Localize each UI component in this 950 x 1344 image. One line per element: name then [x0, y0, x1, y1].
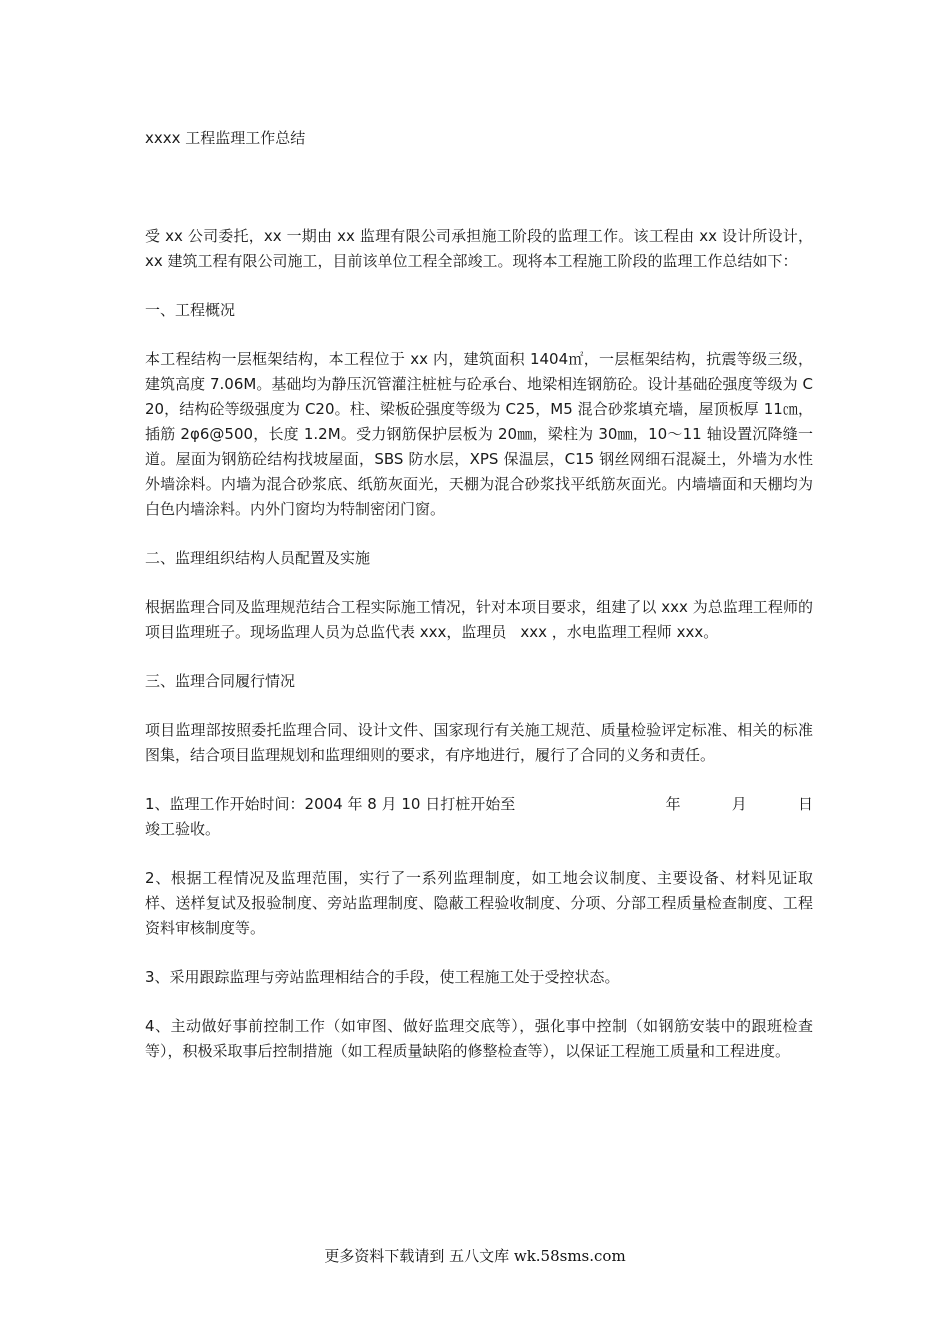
item-1-suffix: 竣工验收。: [145, 820, 221, 838]
document-title: xxxx 工程监理工作总结: [145, 129, 306, 147]
section-2-heading: 二、监理组织结构人员配置及实施: [145, 549, 371, 567]
item-1-date-row: [145, 792, 813, 817]
intro-paragraph: 受 xx 公司委托，xx 一期由 xx 监理有限公司承担施工阶段的监理工作。该工程由 xx 设计所设计，xx 建筑工程有限公司施工，目前该单位工程全部竣工。现将本工程施工阶段的监理工作总结如下：: [145, 227, 813, 270]
section-1-paragraph: 本工程结构一层框架结构，本工程位于 xx 内，建筑面积 1404㎡，一层框架结构，抗震等级三级，建筑高度 7.06M。基础均为静压沉管灌注桩桩与砼承台、地梁相连钢筋砼。设计基础砼强度等级为 C20，结构砼等级强度为 C20。柱、梁板砼强度等级为 C25，M5 混合砂浆填充墙，屋顶板厚 11㎝，插筋 2φ6@500，长度 1.2M。受力钢筋保护层板为 20㎜，梁柱为 30㎜，10～11 轴设置沉降缝一道。屋面为钢筋砼结构找坡屋面，SBS 防水层，XPS 保温层，C15 钢丝网细石混凝土，外墙为水性外墙涂料。内墙为混合砂浆底、纸筋灰面光，天棚为混合砂浆找平纸筋灰面光。内墙墙面和天棚均为白色内墙涂料。内外门窗均为特制密闭门窗。: [145, 350, 813, 518]
section-2-text-b: xxx ，水电监理工程师 xxx。: [520, 623, 719, 641]
document-body: [145, 224, 813, 1088]
section-3-paragraph: 项目监理部按照委托监理合同、设计文件、国家现行有关施工规范、质量检验评定标准、相关的标准图集，结合项目监理规划和监理细则的要求，有序地进行，履行了合同的义务和责任。: [145, 721, 813, 764]
item-3-paragraph: 3、采用跟踪监理与旁站监理相结合的手段，使工程施工处于受控状态。: [145, 968, 620, 986]
section-3-heading: 三、监理合同履行情况: [145, 672, 296, 690]
item-1-paragraph: [145, 792, 813, 842]
footer-text: 更多资料下载请到 五八文库 wk.58sms.com: [324, 1247, 626, 1265]
item-1-month: 月: [731, 795, 747, 813]
item-1-prefix: 1、监理工作开始时间：2004 年 8 月 10 日打桩开始至: [145, 795, 516, 813]
document-page: [145, 0, 813, 1344]
item-1-year: 年: [665, 795, 681, 813]
item-4-paragraph: 4、主动做好事前控制工作（如审图、做好监理交底等），强化事中控制（如钢筋安装中的跟班检查等），积极采取事后控制措施（如工程质量缺陷的修整检查等），以保证工程施工质量和工程进度。: [145, 1017, 813, 1060]
item-1-spacer: [566, 792, 614, 817]
item-1-day: 日: [797, 795, 813, 813]
section-2-text-a: 根据监理合同及监理规范结合工程实际施工情况，针对本项目要求，组建了以 xxx 为总监理工程师的项目监理班子。现场监理人员为总监代表 xxx，监理员: [145, 598, 813, 641]
section-1-heading: 一、工程概况: [145, 301, 236, 319]
section-2-paragraph: [145, 595, 813, 645]
item-2-paragraph: 2、根据工程情况及监理范围，实行了一系列监理制度，如工地会议制度、主要设备、材料见证取样、送样复试及报验制度、旁站监理制度、隐蔽工程验收制度、分项、分部工程质量检查制度、工程资料审核制度等。: [145, 869, 813, 937]
